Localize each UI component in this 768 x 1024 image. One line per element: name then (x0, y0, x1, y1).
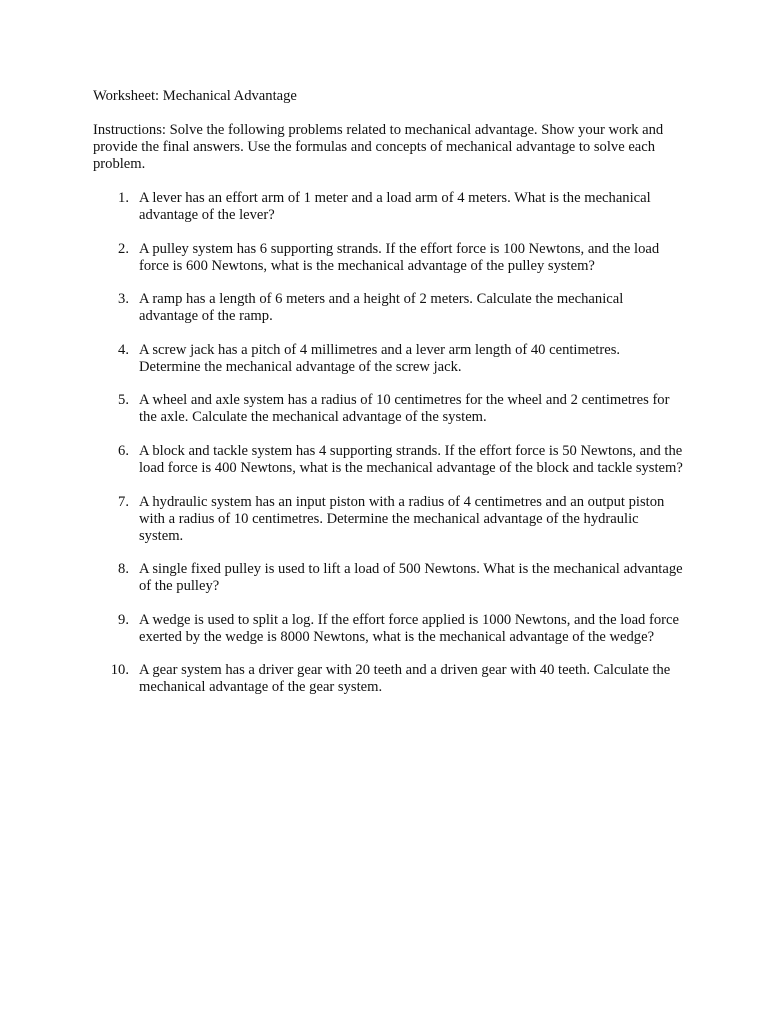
question-text: A block and tackle system has 4 supporting strands. If the effort force is 50 Newtons, and the load force is 400 Newtons, what is the mechanical advantage of the block and tackle system? (139, 442, 683, 476)
instructions-paragraph: Instructions: Solve the following problems related to mechanical advantage. Show your work and provide the final answers. Use the formulas and concepts of mechanical advantage to solve each problem. (93, 122, 664, 172)
question-number: 4. (118, 341, 129, 358)
question-item (93, 291, 683, 325)
page-title: Worksheet: Mechanical Advantage (93, 88, 297, 104)
question-text: A wheel and axle system has a radius of 10 centimetres for the wheel and 2 centimetres for the axle. Calculate the mechanical advantage of the system. (139, 392, 670, 426)
question-item (93, 662, 683, 696)
question-text: A gear system has a driver gear with 20 teeth and a driven gear with 40 teeth. Calculate the mechanical advantage of the gear system. (139, 662, 671, 696)
question-item (93, 392, 683, 426)
question-item (93, 241, 683, 275)
question-item (93, 342, 683, 376)
question-text: A wedge is used to split a log. If the effort force applied is 1000 Newtons, and the load force exerted by the wedge is 8000 Newtons, what is the mechanical advantage of the wedge? (139, 611, 679, 645)
question-text: A ramp has a length of 6 meters and a height of 2 meters. Calculate the mechanical advantage of the ramp. (139, 291, 624, 325)
question-item (93, 612, 683, 646)
question-item (93, 190, 683, 224)
question-text: A screw jack has a pitch of 4 millimetres and a lever arm length of 40 centimetres. Determine the mechanical advantage of the screw jack. (139, 341, 621, 375)
question-number: 1. (118, 190, 129, 206)
question-item (93, 561, 683, 595)
question-text: A lever has an effort arm of 1 meter and a load arm of 4 meters. What is the mechanical advantage of the lever? (139, 190, 651, 223)
question-number: 5. (118, 392, 129, 409)
question-number: 2. (118, 240, 129, 257)
question-text: A single fixed pulley is used to lift a load of 500 Newtons. What is the mechanical advantage of the pulley? (139, 561, 683, 595)
question-number: 6. (118, 442, 129, 459)
question-text: A pulley system has 6 supporting strands. If the effort force is 100 Newtons, and the load force is 600 Newtons, what is the mechanical advantage of the pulley system? (139, 240, 660, 274)
question-item (93, 494, 683, 545)
question-number: 9. (118, 611, 129, 628)
question-number: 7. (118, 493, 129, 510)
question-text: A hydraulic system has an input piston with a radius of 4 centimetres and an output piston with a radius of 10 centimetres. Determine the mechanical advantage of the hydraulic system. (139, 493, 665, 544)
question-list (93, 190, 683, 696)
question-number: 8. (118, 561, 129, 578)
question-item (93, 443, 683, 477)
question-number: 10. (110, 662, 129, 679)
worksheet-content (93, 88, 683, 713)
question-number: 3. (118, 291, 129, 308)
